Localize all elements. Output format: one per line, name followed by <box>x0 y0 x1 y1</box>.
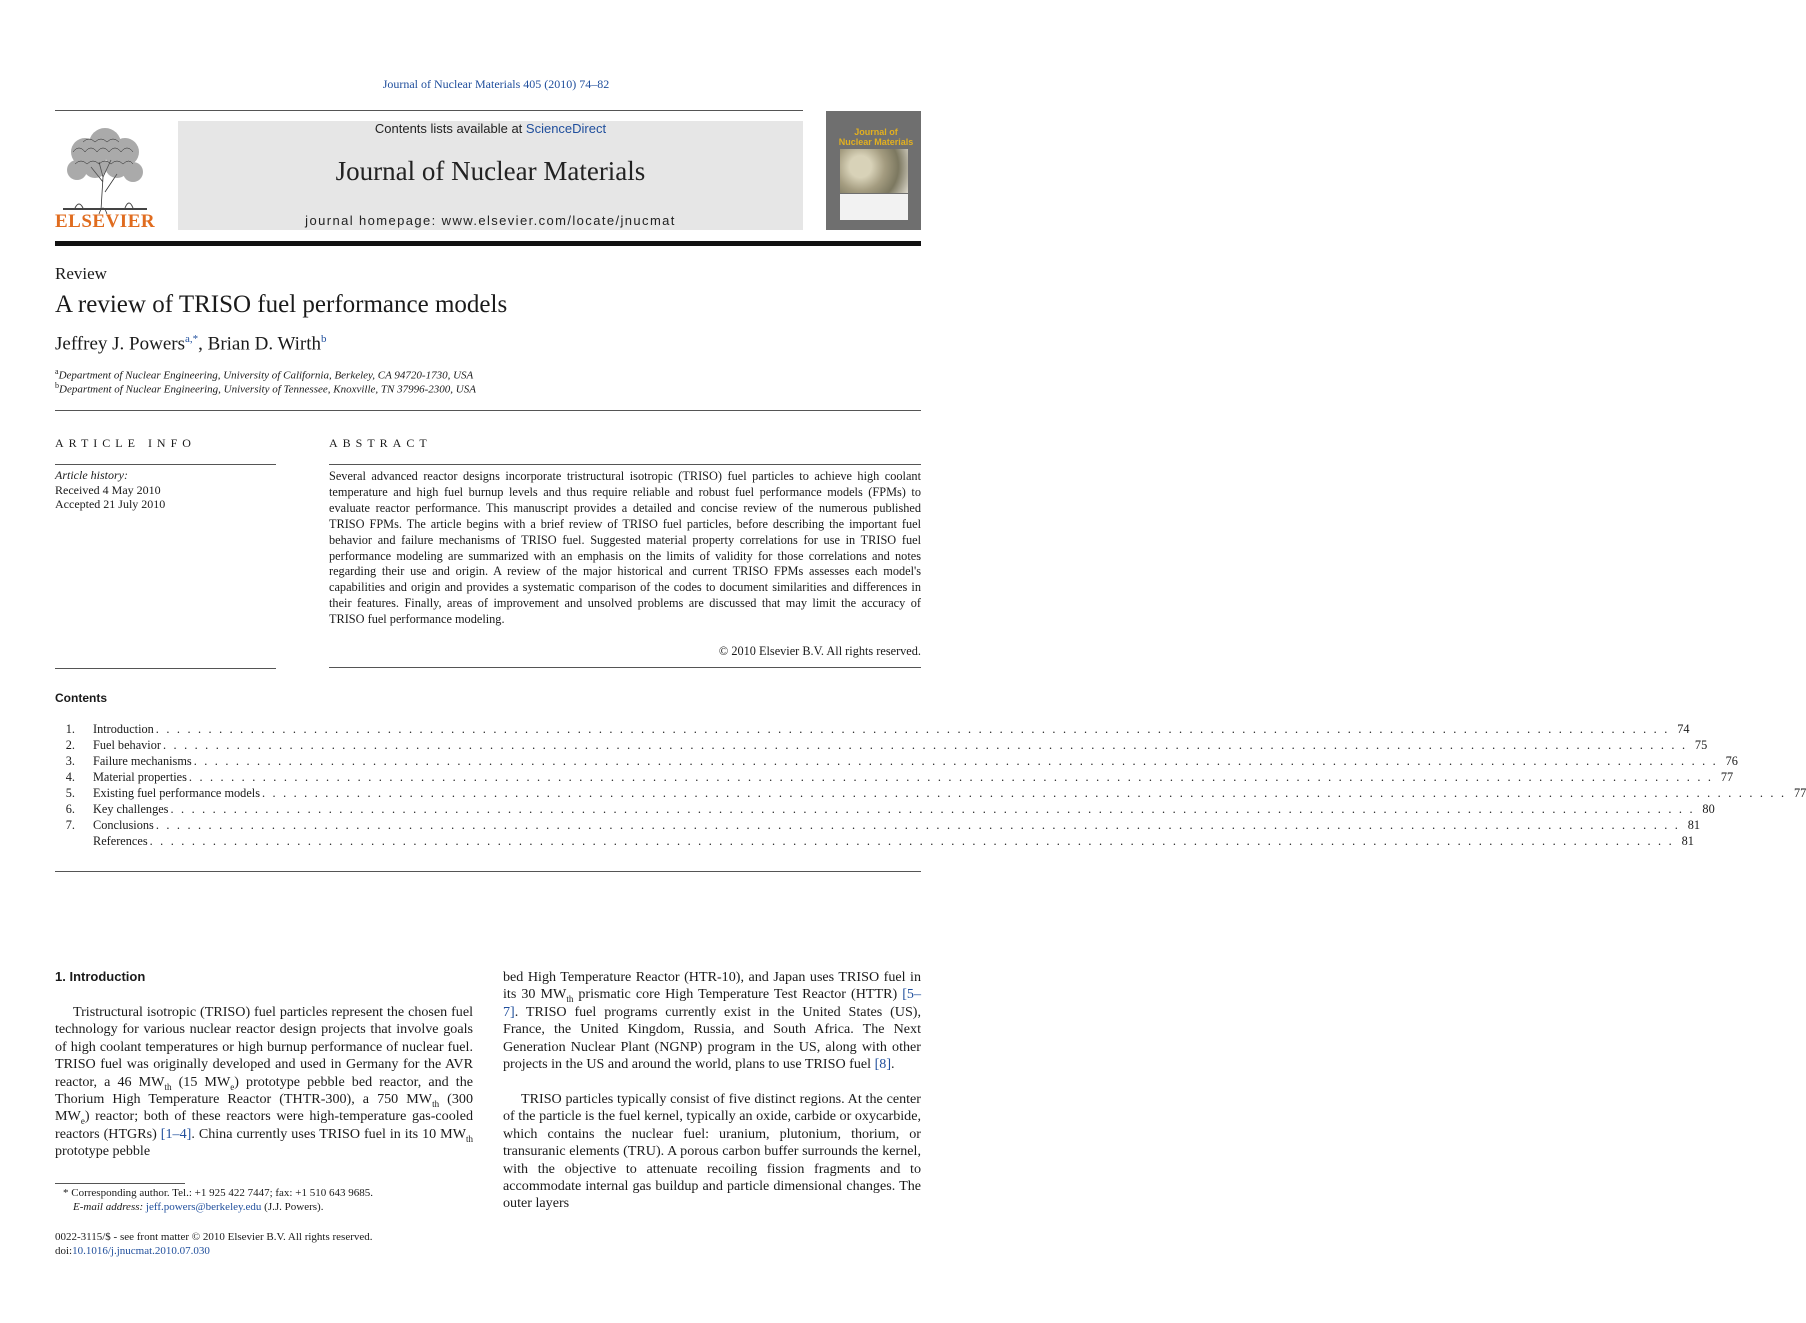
reference-link[interactable]: [5–7] <box>503 986 922 1020</box>
toc-title[interactable]: References <box>93 834 148 848</box>
article-info-bottom-rule <box>55 668 276 669</box>
abstract-text: Several advanced reactor designs incorporate tristructural isotropic (TRISO) fuel particles to achieve high coolant temperature and high fuel burnup levels and thus require reliable and robust fuel performance models (FPMs) to evaluate reactor performance. This manuscript provides a detailed and concise review of the numerous published TRISO FPMs. The article begins with a brief review of TRISO fuel particles, before describing the important fuel behavior and failure mechanisms of TRISO fuel. Suggested material property correlations for use in TRISO fuel performance modeling are summarized with an emphasis on the limits of validity for those correlations and notes regarding their use and origin. A review of the major historical and current TRISO FPMs assesses each model's capabilities and origin and provides a systematic comparison of the codes to document similarities and differences in their features. Finally, areas of improvement and unsolved problems are discussed that may limit the accuracy of TRISO fuel performance modeling. <box>329 469 921 627</box>
header-thick-rule <box>55 241 921 246</box>
cover-title-line1: Journal of <box>854 127 898 137</box>
toc-page: 81 <box>1687 818 1701 832</box>
toc-page: 77 <box>1793 786 1806 800</box>
body-text: ) prototype pebble bed reactor, and the Thorium High Temperature Reactor (THTR-300), a 750 MW <box>55 1073 473 1108</box>
toc-leader: . . . . . . . . . . . . . . . . . . . . . . . . . . . . . . . . . . . . . . . . . . . . . . . . . . . . . . . . . . . . . . . . . . . . . . . . . . . . . . . . . . . . . . . . . . . . . . . . . . . . . . . . . . . . . . . . . . . . . . . . . . . . . . . . . . . . . . . . . . . . . . . . . <box>149 834 1674 848</box>
cover-lower-panel <box>840 194 908 220</box>
body-text: bed High Temperature Reactor (HTR-10), and Japan uses TRISO fuel in its 30 MW <box>503 969 921 1003</box>
article-title: A review of TRISO fuel performance models <box>55 291 508 318</box>
homepage-prefix: journal homepage: <box>305 213 442 228</box>
toc-title[interactable]: Key challenges <box>93 802 169 816</box>
body-text: Tristructural isotropic (TRISO) fuel particles represent the chosen fuel technology for various nuclear reactor design projects that involve goals of high coolant temperatures or high burnup performance of nuclear fuel. TRISO fuel was originally developed and used in Germany for the AVR reactor, a 46 MW <box>55 1004 473 1090</box>
toc-number: 1. <box>65 722 75 736</box>
contents-bottom-rule <box>55 871 921 872</box>
contents-availability <box>178 121 803 136</box>
body-text: . TRISO fuel programs currently exist in the United States (US), France, the United Kingdom, Russia, and South Africa. The Next Generation Nuclear Plant (NGNP) program in the US, along with other projects in the US and around the world, plans to use TRISO fuel <box>503 1003 921 1073</box>
toc-leader: . . . . . . . . . . . . . . . . . . . . . . . . . . . . . . . . . . . . . . . . . . . . . . . . . . . . . . . . . . . . . . . . . . . . . . . . . . . . . . . . . . . . . . . . . . . . . . . . . . . . . . . . . . . . . . . . . . . . . . . . . . . . . . . . . . . . . . . . . . . . . . . . . <box>162 738 1688 752</box>
journal-title: Journal of Nuclear Materials <box>335 156 646 186</box>
toc-title[interactable]: Fuel behavior <box>93 738 161 752</box>
toc-title[interactable]: Introduction <box>93 722 154 736</box>
author-powers: Jeffrey J. Powers <box>55 333 185 355</box>
toc-entry[interactable] <box>55 786 1806 802</box>
toc-number: 5. <box>65 786 75 800</box>
affiliation-b-label: b <box>55 381 59 390</box>
reference-link[interactable]: [1–4] <box>160 1125 192 1142</box>
toc-page: 75 <box>1694 738 1708 752</box>
sciencedirect-link[interactable]: ScienceDirect <box>525 121 607 136</box>
email-label: E-mail address: <box>73 1201 146 1213</box>
toc-leader: . . . . . . . . . . . . . . . . . . . . . . . . . . . . . . . . . . . . . . . . . . . . . . . . . . . . . . . . . . . . . . . . . . . . . . . . . . . . . . . . . . . . . . . . . . . . . . . . . . . . . . . . . . . . . . . . . . . . . . . . . . . . . . . . . . . . . . . . . . . . . . . . <box>155 722 1670 736</box>
toc-leader: . . . . . . . . . . . . . . . . . . . . . . . . . . . . . . . . . . . . . . . . . . . . . . . . . . . . . . . . . . . . . . . . . . . . . . . . . . . . . . . . . . . . . . . . . . . . . . . . . . . . . . . . . . . . . . . . . . . . . . . . . . . . . . . . . . . . . . . . . . . . . . . . . <box>188 770 1714 784</box>
journal-citation[interactable]: Journal of Nuclear Materials 405 (2010) 74–82 <box>382 77 610 91</box>
abstract-copyright: © 2010 Elsevier B.V. All rights reserved. <box>718 644 921 658</box>
body-paragraph-right-1 <box>503 969 921 1073</box>
toc-leader: . . . . . . . . . . . . . . . . . . . . . . . . . . . . . . . . . . . . . . . . . . . . . . . . . . . . . . . . . . . . . . . . . . . . . . . . . . . . . . . . . . . . . . . . . . . . . . . . . . . . . . . . . . . . . . . . . . . . . . . . . . . . . . . . . . . . . . . . . . . . . . . . . <box>261 786 1787 800</box>
toc-page: 74 <box>1677 722 1690 736</box>
subscript-e: e <box>230 1081 235 1092</box>
header-rule <box>55 110 803 111</box>
toc-number: 6. <box>65 802 75 816</box>
body-paragraph-right-2: TRISO particles typically consist of five distinct regions. At the center of the particle is the fuel kernel, typically an oxide, carbide or oxycarbide, which contains the nuclear fuel: uranium, plutonium, thorium, or transuranic elements (TRU). A porous carbon buffer surrounds the kernel, with the objective to attenuate recoiling fission fragments and to accommodate internal gas buildup and particle dimensional changes. The outer layers <box>503 1091 921 1212</box>
toc-number: 2. <box>65 738 75 752</box>
toc-number: 4. <box>65 770 75 784</box>
toc-title[interactable]: Conclusions <box>93 818 154 832</box>
homepage-url-link[interactable]: www.elsevier.com/locate/jnucmat <box>441 213 676 228</box>
toc-entry[interactable] <box>55 802 1715 818</box>
toc-entry[interactable] <box>55 834 1694 850</box>
toc-entry[interactable] <box>55 754 1738 770</box>
article-history-label: Article history: <box>55 468 128 482</box>
article-type: Review <box>55 264 107 283</box>
abstract-heading: ABSTRACT <box>329 436 432 450</box>
toc-title[interactable]: Failure mechanisms <box>93 754 192 768</box>
subscript-th: th <box>566 994 574 1005</box>
received-date: Received 4 May 2010 <box>55 483 161 497</box>
footnote-rule <box>55 1183 185 1184</box>
toc-leader: . . . . . . . . . . . . . . . . . . . . . . . . . . . . . . . . . . . . . . . . . . . . . . . . . . . . . . . . . . . . . . . . . . . . . . . . . . . . . . . . . . . . . . . . . . . . . . . . . . . . . . . . . . . . . . . . . . . . . . . . . . . . . . . . . . . . . . . . . . . . . . . . . <box>193 754 1718 768</box>
subscript-e: e <box>80 1116 85 1127</box>
contents-heading: Contents <box>55 691 107 705</box>
body-text: ) reactor; both of these reactors were high-temperature gas-cooled reactors (HTGRs) <box>55 1108 473 1142</box>
author-list <box>55 333 327 355</box>
reference-link[interactable]: [8] <box>874 1056 892 1073</box>
cover-title-line2: Nuclear Materials <box>838 137 914 147</box>
toc-page: 77 <box>1720 770 1734 784</box>
toc-entry[interactable] <box>55 738 1708 754</box>
email-link[interactable]: jeff.powers@berkeley.edu <box>145 1201 262 1213</box>
toc-leader: . . . . . . . . . . . . . . . . . . . . . . . . . . . . . . . . . . . . . . . . . . . . . . . . . . . . . . . . . . . . . . . . . . . . . . . . . . . . . . . . . . . . . . . . . . . . . . . . . . . . . . . . . . . . . . . . . . . . . . . . . . . . . . . . . . . . . . . . . . . . . . . . . <box>170 802 1695 816</box>
toc-leader: . . . . . . . . . . . . . . . . . . . . . . . . . . . . . . . . . . . . . . . . . . . . . . . . . . . . . . . . . . . . . . . . . . . . . . . . . . . . . . . . . . . . . . . . . . . . . . . . . . . . . . . . . . . . . . . . . . . . . . . . . . . . . . . . . . . . . . . . . . . . . . . . . <box>155 818 1681 832</box>
issn-line: 0022-3115/$ - see front matter © 2010 Elsevier B.V. All rights reserved. <box>55 1231 373 1243</box>
toc-page: 81 <box>1681 834 1694 848</box>
body-text: prototype pebble <box>55 1143 151 1160</box>
toc-entry[interactable] <box>55 818 1701 834</box>
toc-title[interactable]: Material properties <box>93 770 187 784</box>
accepted-date: Accepted 21 July 2010 <box>55 497 166 511</box>
doi-label: doi: <box>55 1245 73 1257</box>
affiliation-a-label: a <box>55 367 59 376</box>
body-paragraph-left <box>55 1004 473 1161</box>
author-separator: , <box>198 333 208 355</box>
title-block-rule <box>55 410 921 411</box>
toc-page: 76 <box>1725 754 1738 768</box>
cover-title <box>836 127 916 147</box>
doi-line <box>55 1245 210 1257</box>
toc-page: 80 <box>1702 802 1715 816</box>
toc-entry[interactable] <box>55 770 1734 786</box>
subscript-th: th <box>164 1081 172 1092</box>
body-text: . <box>891 1056 895 1073</box>
email-note <box>55 1201 323 1213</box>
affiliation-a-text: Department of Nuclear Engineering, University of California, Berkeley, CA 94720-1730, USA <box>58 369 474 382</box>
author-wirth-affiliation-link[interactable]: b <box>321 333 327 345</box>
corresponding-author-note: * Corresponding author. Tel.: +1 925 422 7447; fax: +1 510 643 9685. <box>63 1187 373 1199</box>
abstract-bottom-rule <box>329 667 921 668</box>
toc-entry[interactable] <box>55 722 1690 738</box>
author-powers-affiliation-link[interactable]: a,* <box>185 333 199 345</box>
author-wirth: Brian D. Wirth <box>207 333 322 355</box>
toc-number: 7. <box>65 818 75 832</box>
section-heading-introduction: 1. Introduction <box>55 969 146 984</box>
abstract-rule <box>329 464 921 465</box>
email-suffix: (J.J. Powers). <box>261 1201 324 1213</box>
affiliation-b <box>55 381 476 396</box>
subscript-th: th <box>432 1098 440 1109</box>
contents-prefix: Contents lists available at <box>374 121 526 136</box>
doi-link[interactable]: 10.1016/j.jnucmat.2010.07.030 <box>72 1245 210 1257</box>
body-text: (15 MW <box>171 1073 231 1090</box>
cover-image <box>840 149 908 193</box>
journal-homepage <box>178 213 803 228</box>
article-info-heading: ARTICLE INFO <box>55 436 196 450</box>
elsevier-wordmark[interactable]: ELSEVIER <box>55 211 156 232</box>
toc-title[interactable]: Existing fuel performance models <box>93 786 260 800</box>
affiliation-b-text: Department of Nuclear Engineering, University of Tennessee, Knoxville, TN 37996-2300, USA <box>59 383 476 396</box>
body-text: . China currently uses TRISO fuel in its 10 MW <box>191 1125 466 1142</box>
article-info-rule <box>55 464 276 465</box>
toc-number: 3. <box>65 754 75 768</box>
body-text: prismatic core High Temperature Test Reactor (HTTR) <box>573 986 903 1003</box>
body-text: (300 MW <box>55 1091 473 1125</box>
affiliation-a <box>55 367 473 382</box>
subscript-th: th <box>466 1133 474 1144</box>
